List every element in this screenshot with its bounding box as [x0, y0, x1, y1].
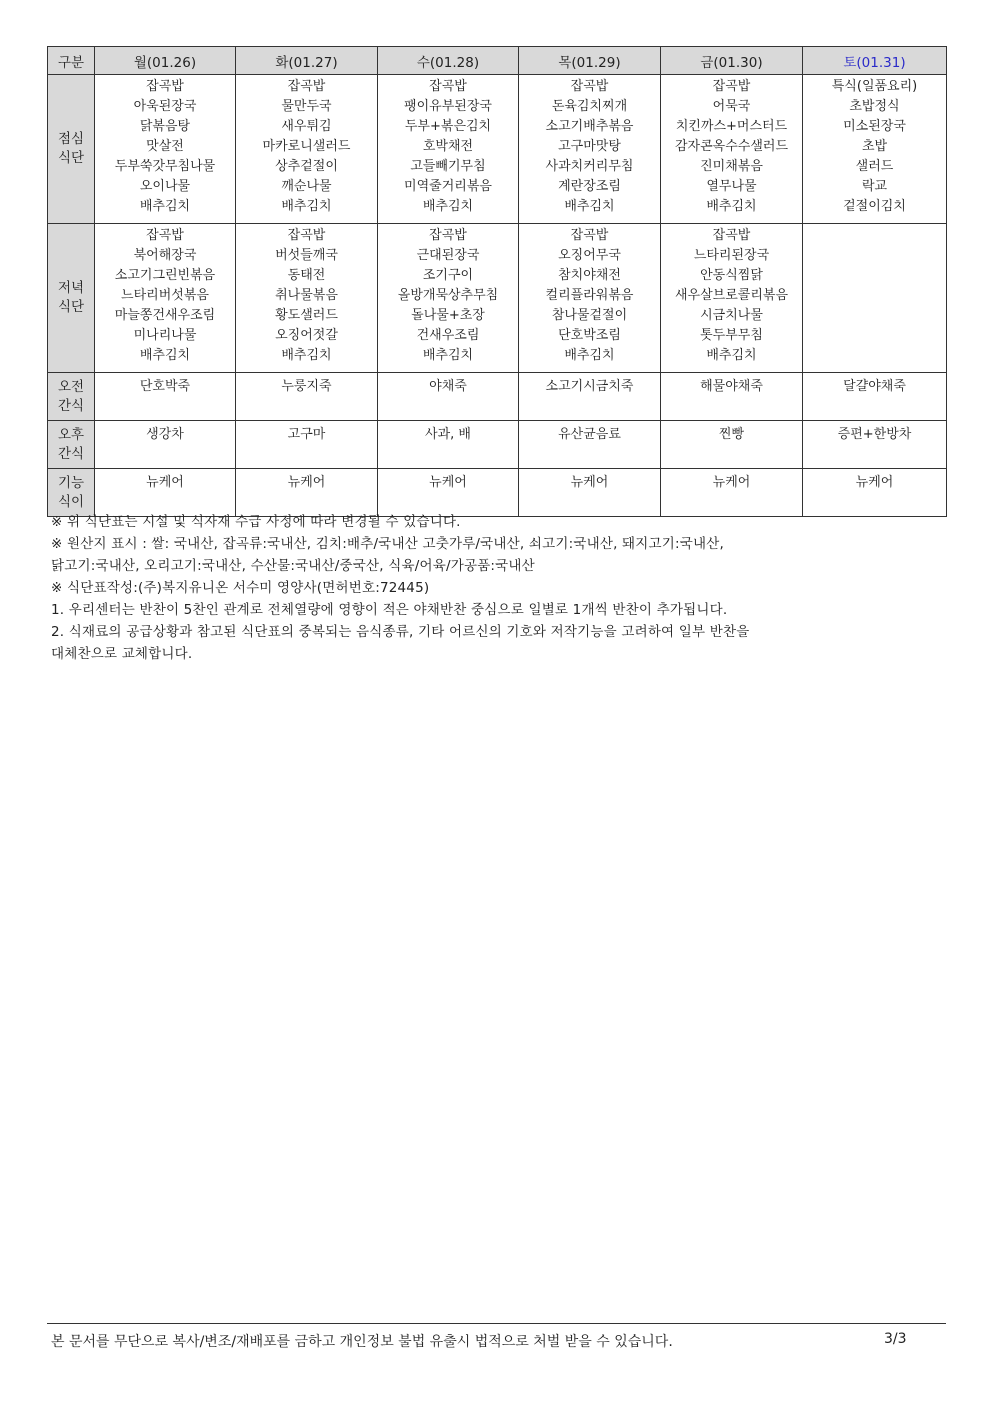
- dinner-cell-wed: [378, 224, 519, 373]
- menu-item: 잡곡밥: [287, 228, 326, 243]
- menu-table: [47, 46, 947, 517]
- am-snack-cell-mon: 단호박죽: [95, 373, 236, 421]
- menu-item: 조기구이: [422, 268, 474, 283]
- menu-item: 건새우조림: [416, 328, 480, 343]
- am-snack-cell-thu: 소고기시금치죽: [519, 373, 661, 421]
- menu-item: 맛살전: [146, 139, 184, 154]
- menu-item: 잡곡밥: [287, 79, 326, 94]
- row-label-am-snack: [48, 373, 95, 421]
- menu-item: 버섯들깨국: [275, 248, 338, 263]
- footer-notice: 본 문서를 무단으로 복사/변조/재배포를 금하고 개인정보 불법 유출시 법적으로 처벌 받을 수 있습니다.: [51, 1334, 673, 1350]
- menu-item: 감자콘옥수수샐러드: [674, 139, 789, 154]
- row-label-line: 간식: [57, 445, 85, 462]
- menu-item: 깨순나물: [281, 179, 332, 194]
- row-label-line: 저녁: [57, 280, 85, 296]
- menu-item: 마늘쫑건새우조림: [114, 308, 216, 323]
- am-snack-row: [48, 373, 947, 421]
- menu-item: 배추김치: [706, 199, 757, 214]
- menu-item: 오이나물: [139, 179, 191, 194]
- day-header-tue: 화(01.27): [236, 47, 378, 75]
- row-label-line: 식이: [57, 493, 85, 510]
- menu-item: 잡곡밥: [429, 79, 467, 94]
- menu-item: 아욱된장국: [133, 99, 197, 114]
- menu-item: 근대된장국: [416, 248, 480, 263]
- day-header-fri: 금(01.30): [661, 47, 803, 75]
- note-line: 2. 식재료의 공급상황과 참고된 식단표의 중복되는 음식종류, 기타 어르신의 기호와 저작기능을 고려하여 일부 반찬을: [51, 624, 750, 640]
- menu-item: 북어해장국: [133, 248, 197, 263]
- lunch-cell-mon: [95, 75, 236, 224]
- functional-diet-row: [48, 469, 947, 517]
- note-line: ※ 식단표작성:(주)복지유니온 서수미 영양사(면허번호:72445): [51, 580, 430, 596]
- note-line: 1. 우리센터는 반찬이 5찬인 관계로 전체열량에 영향이 적은 야채반찬 중심으로 일별로 1개씩 반찬이 추가됩니다.: [51, 602, 728, 618]
- menu-item: 잡곡밥: [429, 228, 467, 243]
- corner-header: 구분: [48, 47, 95, 75]
- day-header-mon: 월(01.26): [95, 47, 236, 75]
- lunch-cell-fri: [661, 75, 803, 224]
- note-line: 대체찬으로 교체합니다.: [51, 646, 193, 662]
- menu-item: 오징어젓갈: [275, 328, 338, 343]
- row-label-dinner: [48, 224, 95, 373]
- menu-item: 미소된장국: [843, 119, 906, 134]
- menu-item: 동태전: [287, 268, 326, 283]
- menu-item: 새우튀김: [281, 119, 332, 134]
- menu-item: 배추김치: [564, 348, 615, 363]
- menu-item: 초밥정식: [849, 99, 900, 114]
- menu-item: 진미채볶음: [700, 159, 763, 174]
- menu-item: 시금치나물: [700, 308, 763, 323]
- lunch-cell-thu: [519, 75, 661, 224]
- menu-item: 미역줄거리볶음: [404, 179, 492, 194]
- row-label-line: 식단: [57, 150, 85, 166]
- row-label-pm-snack: [48, 421, 95, 469]
- menu-item: 참나물겉절이: [551, 308, 628, 323]
- am-snack-cell-sat: 달걀야채죽: [803, 373, 947, 421]
- pm-snack-cell-wed: 사과, 배: [378, 421, 519, 469]
- pm-snack-cell-thu: 유산균음료: [519, 421, 661, 469]
- menu-item: 잡곡밥: [570, 79, 609, 94]
- menu-item: 잡곡밥: [712, 79, 751, 94]
- pm-snack-cell-mon: 생강차: [95, 421, 236, 469]
- dinner-row: [48, 224, 947, 373]
- day-header-sat: 토(01.31): [803, 47, 947, 75]
- menu-item: 배추김치: [564, 199, 615, 214]
- footer-divider: [47, 1323, 946, 1324]
- lunch-cell-wed: [378, 75, 519, 224]
- menu-item: 느타리된장국: [693, 248, 770, 263]
- menu-item: 톳두부무침: [700, 328, 763, 343]
- menu-item: 초밥: [861, 139, 888, 154]
- menu-item: 겉절이김치: [843, 199, 906, 214]
- menu-item: 치킨까스+머스터드: [675, 119, 788, 134]
- am-snack-cell-fri: 해물야채죽: [661, 373, 803, 421]
- note-line: ※ 원산지 표시 : 쌀: 국내산, 잡곡류:국내산, 김치:배추/국내산 고춧가루/국내산, 쇠고기:국내산, 돼지고기:국내산,: [51, 536, 724, 552]
- menu-item: 락교: [861, 179, 888, 194]
- day-header-thu: 목(01.29): [519, 47, 661, 75]
- menu-item: 물만두국: [281, 99, 332, 114]
- menu-item: 잡곡밥: [712, 228, 751, 243]
- dinner-cell-tue: [236, 224, 378, 373]
- menu-item: 오징어무국: [558, 248, 621, 263]
- menu-item: 닭볶음탕: [139, 119, 191, 134]
- pm-snack-cell-fri: 찐빵: [661, 421, 803, 469]
- menu-item: 팽이유부된장국: [404, 99, 492, 114]
- row-label-line: 간식: [57, 397, 85, 414]
- dinner-cell-fri: [661, 224, 803, 373]
- menu-item: 배추김치: [706, 348, 757, 363]
- dinner-cell-thu: [519, 224, 661, 373]
- menu-item: 배추김치: [281, 199, 332, 214]
- am-snack-cell-wed: 야채죽: [378, 373, 519, 421]
- notes-section: [51, 511, 931, 665]
- dinner-cell-sat: [803, 224, 947, 373]
- menu-item: 사과치커리무침: [545, 159, 634, 174]
- menu-item: 느타리버섯볶음: [121, 288, 209, 303]
- menu-item: 안동식찜닭: [700, 268, 763, 283]
- menu-item: 단호박조림: [558, 328, 621, 343]
- day-header-wed: 수(01.28): [378, 47, 519, 75]
- menu-item: 열무나물: [706, 179, 757, 194]
- menu-item: 컬리플라워볶음: [545, 288, 634, 303]
- functional-cell-sat: 뉴케어: [803, 469, 947, 517]
- row-label-line: 오후: [57, 426, 85, 443]
- am-snack-cell-tue: 누룽지죽: [236, 373, 378, 421]
- menu-item: 마카로니샐러드: [262, 139, 351, 154]
- menu-item: 잡곡밥: [570, 228, 609, 243]
- menu-item: 호박채전: [422, 139, 474, 154]
- pm-snack-cell-sat: 증편+한방차: [803, 421, 947, 469]
- menu-item: 잡곡밥: [146, 228, 184, 243]
- menu-item: 고들빼기무침: [410, 159, 486, 174]
- menu-item: 올방개묵상추무침: [397, 288, 499, 303]
- lunch-cell-tue: [236, 75, 378, 224]
- header-row: [48, 47, 947, 75]
- menu-item: 소고기배추볶음: [545, 119, 634, 134]
- menu-item: 샐러드: [855, 159, 894, 174]
- menu-item: 배추김치: [422, 348, 474, 363]
- row-label-lunch: [48, 75, 95, 224]
- row-label-functional: [48, 469, 95, 517]
- note-line: ※ 위 식단표는 시설 및 식자재 수급 사정에 따라 변경될 수 있습니다.: [51, 514, 461, 530]
- menu-item: 황도샐러드: [275, 308, 338, 323]
- menu-item: 특식(일품요리): [831, 79, 918, 94]
- functional-cell-tue: 뉴케어: [236, 469, 378, 517]
- row-label-line: 식단: [57, 299, 85, 315]
- menu-item: 잡곡밥: [146, 79, 184, 94]
- note-line: 닭고기:국내산, 오리고기:국내산, 수산물:국내산/중국산, 식육/어육/가공품:국내산: [51, 558, 535, 574]
- functional-cell-fri: 뉴케어: [661, 469, 803, 517]
- lunch-cell-sat: [803, 75, 947, 224]
- functional-cell-mon: 뉴케어: [95, 469, 236, 517]
- menu-item: 참치야채전: [558, 268, 621, 283]
- menu-item: 돌나물+초장: [411, 308, 485, 323]
- menu-item: 배추김치: [422, 199, 474, 214]
- menu-item: 두부쑥갓무침나물: [114, 159, 216, 174]
- menu-item: 상추겉절이: [275, 159, 338, 174]
- menu-item: 새우살브로콜리볶음: [674, 288, 789, 303]
- menu-item: 배추김치: [281, 348, 332, 363]
- menu-item: 돈육김치찌개: [551, 99, 628, 114]
- menu-item: 고구마맛탕: [558, 139, 621, 154]
- menu-item: 미나리나물: [133, 328, 197, 343]
- dinner-cell-mon: [95, 224, 236, 373]
- pm-snack-row: [48, 421, 947, 469]
- functional-cell-thu: 뉴케어: [519, 469, 661, 517]
- page-number: 3/3: [884, 1331, 907, 1347]
- row-label-line: 기능: [57, 474, 85, 491]
- lunch-row: [48, 75, 947, 224]
- menu-item: 어묵국: [712, 99, 751, 114]
- menu-item: 배추김치: [139, 348, 191, 363]
- menu-item: 취나물볶음: [275, 288, 338, 303]
- menu-item: 배추김치: [139, 199, 191, 214]
- pm-snack-cell-tue: 고구마: [236, 421, 378, 469]
- functional-cell-wed: 뉴케어: [378, 469, 519, 517]
- row-label-line: 점심: [57, 131, 85, 147]
- menu-item: 소고기그린빈볶음: [114, 268, 216, 283]
- row-label-line: 오전: [57, 378, 85, 395]
- menu-item: 계란장조림: [558, 179, 621, 194]
- menu-item: 두부+볶은김치: [404, 119, 492, 134]
